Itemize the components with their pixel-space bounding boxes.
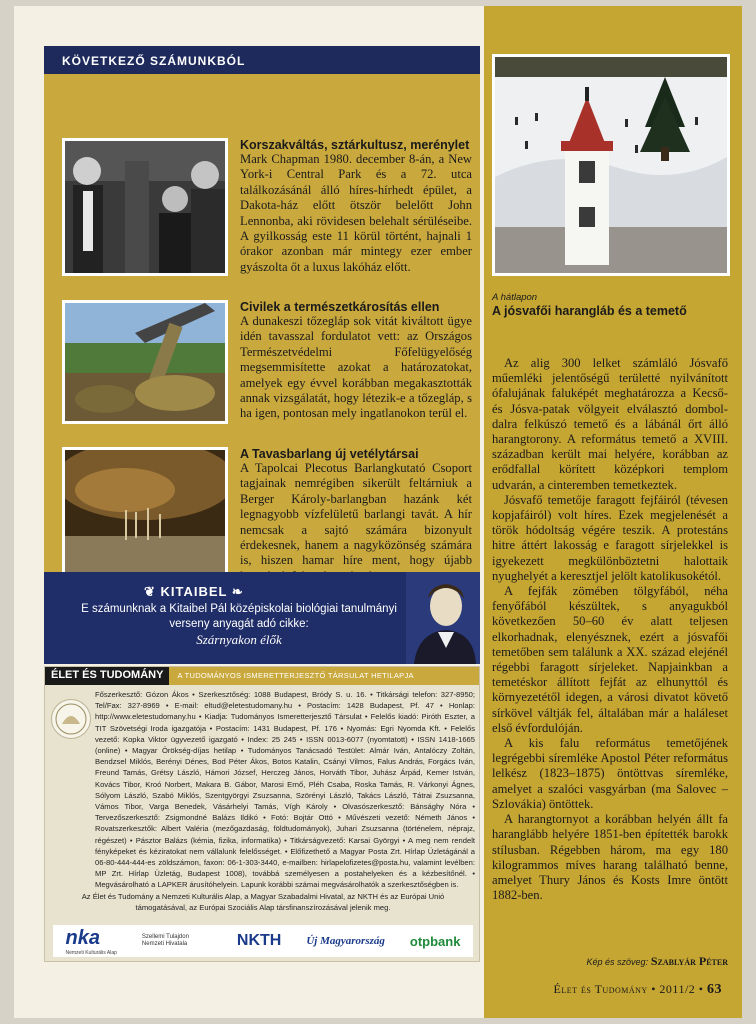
paragraph: A fejfák zömében tölgyfából, néha fenyőfából készültek, s anyagukból következően 50–60 év alatt teljesen elkorhadnak, elenyésznek, ezért a jósvafői temetőben sem találunk a XX. század elejénél régebbi faragott sírjeleket. Napjainkban a temetéskor állított fejfát az elhunyttól és környezetétől idegen, a városi divatot követő sírkövel váltják fel, általában már a haláleset első évfordulóján. [492,584,728,735]
kitaibel-text: E számunknak a Kitaibel Pál középiskolai biológiai tanulmányi verseny anyagát adó cikke: Szárnyakon élők [66,602,412,647]
journal-name: Élet és Tudomány • 2011/2 • [553,982,704,996]
cave-photo [62,447,228,587]
kitaibel-portrait [406,572,480,664]
szellemi-tulajdon-logo: Szellemi Tulajdon Nemzeti Hivatala [141,934,189,947]
nka-logo: nka Nemzeti Kulturális Alap [65,926,117,956]
article-text: A Tapolcai Plecotus Barlangkutató Csoport tagjainak nemrégiben sikerült feltárniuk a Berger Károly-barlangban hazánk két legnagyobb vízfelületű barlangi tavát. A hír nemcsak a sajtó számára bizonyult érdekesnek, hanem a nagyközönség számára is, hiszen hamar híre ment, hogy újabb [240,461,472,568]
imprint-logo: ÉLET ÉS TUDOMÁNY [45,667,169,685]
nkth-logo: NKTH [236,932,282,949]
article-title: Civilek a természetkárosítás ellen [240,300,440,314]
article-title: Korszakváltás, sztárkultusz, merénylet [240,138,470,152]
sponsor-logos [53,925,473,957]
article-text: A dunakeszi tőzegláp sok vitát kiváltott ügye idén tavasszal fordulatot vett: az Országos Természetvédelmi Főfelügyelőség megsemmisítette azokat a határozatokat, amelyek egy évvel korábban megakasztották annak vizsgálatát, hogy létezik-e a tőzegláp, s ha igen, pontosan mely ingatlanokon terül el. [240,314,472,421]
back-cover-label: A hátlapon [492,292,538,303]
paragraph: Az alig 300 lelket számláló Jósvafő műemléki jelentőségű területté nyilvánított ófalujának faluképét meghatározza a Kecső- és Jósva-patak völgyeit elválasztó domboldalra felkúszó temető és a lábánál őrt álló harangtorony. A református temető a XVIII. században került mai helyére, korábban az erődfallal körített középkori templom udvarán, a cinteremben temetkeztek. [492,356,728,492]
paragraph: A kis falu református temetőjének legrégebbi síremléke Apostol Péter református lelkész (1823–1875) öntöttvas síremléke, amelyet a szalóci vasgyárban (ma Salovec – Szlovákia) öntöttek. [492,736,728,811]
imprint-subtitle: A TUDOMÁNYOS ISMERETTERJESZTŐ TÁRSULAT HETILAPJA [169,667,479,685]
imprint-funding-note: Az Élet és Tudomány a Nemzeti Kulturális Alap, a Magyar Szabadalmi Hivatal, az NKTH és az Európai Unió támogatásával, az Európai Szociális Alap társfinanszírozásával jelenik meg. [81,892,445,912]
article-text: Mark Chapman 1980. december 8-án, a New York-i Central Park és a 72. utca találkozásánál álló híres-hírhedt épület, a Dakota-ház előtt ötször belelőtt John Lennonba, aki rövidesen belehalt sérüléseibe. A gyilkosság este 11 körül történt, hajnali 1 órakor azonban már mintegy ezer ember gyászolta őt a luxus lakóház előtt. [240,152,472,274]
flourish-icon: ❧ [227,584,244,599]
lennon-photo [62,138,228,276]
back-cover-column [484,6,742,1018]
paragraph: Jósvafő temetője faragott fejfáiról (tévesen kopjafáiról) volt híres. Ezek megjelenését a török hódoltság végére teszik. A protestáns hitre áttért lakosság e faragott sírjelekkel is igyekezett megkülönböztetni halottaik nyughelyét a keresztjel jelölt katolikusokétól. [492,492,728,583]
page-footer [553,982,722,998]
article-title: A Tavasbarlang új vetélytársai [240,447,419,461]
imprint-box [44,666,480,962]
photo-credit: Kép és szöveg: Szablyár Péter [586,954,728,968]
kitaibel-box [44,572,480,664]
back-cover-title: A jósvafői harangláb és a temető [492,304,687,318]
imprint-text: Főszerkesztő: Gózon Ákos • Szerkesztőség: 1088 Budapest, Bródy S. u. 16. • Titkársági telefon: 327-8950; Tel/Fax: 327-8969 • E-mail: eltud@eletestudomany.hu • Postacím: 1428 Budapest, Pf. 47 • Honlap: http://www.eletestudomany.hu • Kiadja: Tudományos Ismeretterjesztő Társulat • Felelős kiadó: Piróth Eszter, a TIT Szövetségi Iroda igazgatója • Postacím: 1431 Budapest, Pf. 176 • Nyomás: Egri Nyomda Kft. • Felelős vezető: Kopka Viktor ügyvezető igazgató • Index: 25 245 • ISSN 0013-6077 (nyomtatott) • ISSN 1418-1665 (online) • Magyar Örökség-díjas hetilap • Tudományos Tanácsadó Testület: Almár Iván, Antalóczy Zoltán, Bendzsel Miklós, Berényi Dénes, Bod Péter Ákos, Botos Katalin, Csányi Vilmos, Falus András, Forgács Iván, Freund Tamás, Grétsy László, Hámori József, Herczeg János, Horváth Tibor, Juhász Árpád, Kemer István, Kovács Tibor, Kroó Norbert, Makara B. Gábor, Marosi Ernő, Pléh Csaba, Roska Tamás, R. Várkonyi Ágnes, Sólyom László, Szabó Miklós, Szentgyörgyi Zsuzsanna, Szörényi László, Takács László, Tátrai Zsuzsanna, Vámos Tibor, Varga Benedek, Vásárhelyi Tamás, Vígh Károly • Olvasószerkesztő: Bánsághy Nóra • Tervezőszerkesztő: Zsigmondné Balázs Ildikó • Fotó: Bojtár Ottó • Művészeti vezető: Németh János • Rovatszerkesztők: Albert Valéria (mezőgazdaság, földtudományok), Juhari Zsuzsanna (történelem, néprajz, régészet) • Pásztor Balázs (kémia, fizika, informatika) • Titkárságvezető: Karsai Györgyi • A meg nem rendelt fényképeket és kéziratokat nem vállalunk felelősséget. • Előfizethető a Magyar Posta Zrt. Hírlap Üzletágánál a 06-80-444-444-es zöldszámon, faxon: 06-1-303-3440, e-mailben: hirlapelofizetes@posta.hu, valamint levélben: MP Zrt. Hírlap Üzletág, Budapest 1008), továbbá személyesen a postahelyeken és a kézbesítőnél. • Megvásárolható a LAPKER árusítóhelyein. Lapunk korábbi számai megvásárolhatók a szerkesztőségben is. [95,690,475,890]
next-issue-box [44,46,480,574]
peat-bog-photo [62,300,228,424]
uj-magyarorszag-logo: Új Magyarország [306,935,385,947]
page-number: 63 [707,982,722,997]
magazine-page [14,6,742,1018]
kitaibel-article-title: Szárnyakon élők [196,632,282,647]
tit-emblem-icon [51,699,91,739]
otpbank-logo: otpbank [409,933,461,949]
back-cover-body [492,356,728,903]
bell-tower-photo [492,54,730,276]
kitaibel-title: ❦ KITAIBEL ❧ [144,584,244,599]
paragraph: A harangtornyot a korábban helyén állt fa haranglább helyére 1851-ben építették barokk stílusban. Régebben három, ma egy 180 kilogrammos míves harang található benne, amelyet Thury János és Kosts Imre öntött 1882-ben. [492,812,728,903]
flourish-icon: ❦ [144,584,161,599]
next-issue-header: KÖVETKEZŐ SZÁMUNKBÓL [44,46,480,74]
